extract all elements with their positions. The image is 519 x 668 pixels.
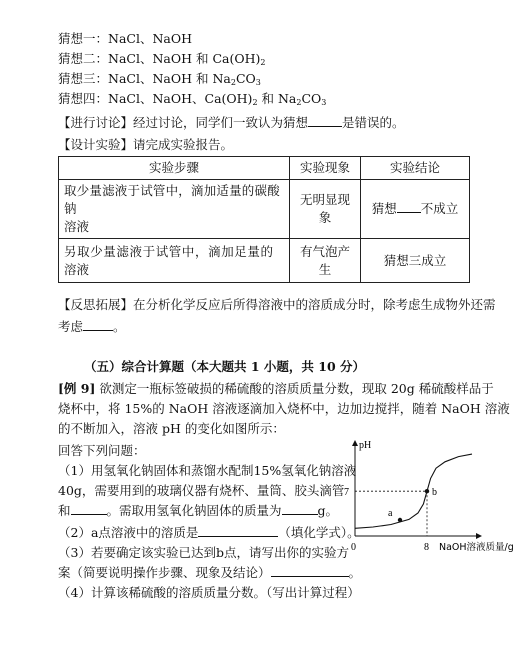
subscript: 2 [230, 78, 236, 87]
guess-3 [58, 70, 261, 88]
point-b [425, 489, 429, 493]
y-axis-arrow [352, 440, 358, 446]
guess-2 [58, 50, 265, 68]
guess-text: NaCl、NaOH、Ca(OH) [108, 91, 253, 106]
answer-blank[interactable] [198, 524, 278, 537]
answer-blank[interactable] [83, 318, 113, 331]
discussion-tag: 【进行讨论】 [58, 115, 134, 130]
answer-blank[interactable] [282, 502, 318, 515]
example-tag: [例 9] [58, 381, 96, 396]
table-cell-conclusion [361, 180, 470, 239]
ph-chart [340, 436, 514, 556]
step-text: 取少量滤液于试管中，滴加适量的碳酸钠 [64, 183, 280, 216]
discussion-text: 经过讨论，同学们一致认为猜想 [133, 115, 309, 130]
reflection-line-1 [58, 296, 496, 314]
experiment-table [58, 156, 470, 283]
subscript: 3 [255, 78, 261, 87]
design-line [58, 136, 233, 154]
x-axis-arrow [476, 533, 482, 539]
point-label-b: b [432, 487, 437, 499]
question-3-text: （3）若要确定该实验已达到b点，请写出你的实验方 [58, 545, 349, 560]
discussion-text-end: 是错误的。 [342, 115, 405, 130]
table-row [59, 239, 470, 283]
guess-text: CO [235, 71, 256, 86]
question-1-text: 40g，需要用到的玻璃仪器有烧杯、量筒、胶头滴管 [58, 483, 345, 498]
reflection-line-2 [58, 318, 126, 336]
table-header: 实验现象 [290, 157, 361, 180]
table-cell-phenomenon: 无明显现象 [290, 180, 361, 239]
example-line-1 [58, 380, 494, 398]
point-label-a: a [388, 508, 393, 519]
guess-label: 猜想四： [58, 91, 109, 106]
conclusion-text: 猜想 [371, 201, 397, 216]
question-1-text: g。 [317, 503, 339, 518]
example-text: 烧杯中，将 15%的 NaOH 溶液逐滴加入烧杯中，边加边搅拌，随着 NaOH 溶液 [58, 401, 510, 416]
step-text: 溶液 [64, 219, 90, 234]
step-text: 溶液 [64, 261, 90, 277]
step-text: 另取少量滤液于试管中，滴加足量的 [64, 243, 274, 259]
section-title: （五）综合计算题（本大题共 1 小题，共 10 分） [84, 359, 366, 374]
example-text: 的不断加入，溶液 pH 的变化如图所示： [58, 421, 285, 436]
guess-text: NaCl、NaOH 和 Ca(OH) [108, 51, 261, 66]
table-cell-phenomenon: 有气泡产生 [290, 239, 361, 283]
table-header: 实验结论 [361, 157, 470, 180]
design-tag: 【设计实验】 [58, 137, 134, 152]
x-axis-label: NaOH溶液质量/g [439, 542, 514, 553]
question-1-line-3 [58, 502, 338, 520]
guess-text: CO [301, 91, 322, 106]
x-tick-label: 0 [351, 542, 356, 553]
table-header: 实验步骤 [59, 157, 290, 180]
subscript: 2 [260, 58, 266, 67]
guess-label: 猜想二： [58, 51, 109, 66]
answer-blank[interactable] [271, 564, 349, 577]
table-header-row [59, 157, 470, 180]
guess-4 [58, 90, 326, 108]
answer-blank[interactable] [71, 502, 107, 515]
discussion-line [58, 114, 405, 132]
question-1-text: （1）用氢氧化钠固体和蒸馏水配制15%氢氧化钠溶液 [58, 463, 357, 478]
question-2-text: （填化学式）。 [278, 525, 360, 540]
answer-blank[interactable] [397, 200, 421, 213]
question-2 [58, 524, 360, 542]
conclusion-text: 不成立 [420, 201, 459, 216]
design-text: 请完成实验报告。 [133, 137, 234, 152]
question-3-line-2 [58, 564, 361, 582]
x-tick-label: 8 [424, 542, 429, 553]
guess-label: 猜想一： [58, 31, 109, 46]
example-prompt: 回答下列问题： [58, 443, 146, 458]
question-3-text: 案（简要说明操作步骤、现象及结论） [58, 565, 271, 580]
question-1-text: 。需取用氢氧化钠固体的质量为 [106, 503, 282, 518]
example-text: 欲测定一瓶标签破损的稀硫酸的溶质质量分数，现取 20g 稀硫酸样品于 [95, 381, 494, 396]
table-cell-step [59, 239, 290, 283]
guess-text: NaCl、NaOH 和 Na [108, 71, 231, 86]
step-line [64, 243, 284, 261]
subscript: 3 [321, 98, 327, 107]
reflection-text: 考虑 [58, 319, 84, 334]
guess-text: 和 Na [257, 91, 297, 106]
point-a [398, 518, 402, 522]
conclusion-text: 猜想三成立 [383, 252, 447, 268]
y-axis-label: pH [359, 440, 372, 451]
table-cell-conclusion [361, 239, 470, 283]
table-row [59, 180, 470, 239]
subscript: 2 [296, 98, 302, 107]
question-1-text: 和 [58, 503, 71, 518]
subscript: 2 [252, 98, 258, 107]
guess-label: 猜想三： [58, 71, 109, 86]
guess-1 [58, 30, 192, 48]
table-cell-step [59, 180, 290, 239]
chart-layer [344, 440, 514, 553]
reflection-tag: 【反思拓展】 [58, 297, 134, 312]
question-4-text: （4）计算该稀硫酸的溶质质量分数。（写出计算过程） [58, 585, 360, 600]
question-3-text: 。 [348, 565, 362, 580]
guess-text: NaCl、NaOH [108, 31, 193, 46]
answer-blank[interactable] [308, 114, 342, 127]
question-2-text: （2）a点溶液中的溶质是 [58, 525, 199, 540]
y-tick-label: 7 [344, 487, 349, 499]
reflection-text: 。 [113, 319, 126, 334]
reflection-text: 在分析化学反应后所得溶液中的溶质成分时，除考虑生成物外还需 [133, 297, 496, 312]
